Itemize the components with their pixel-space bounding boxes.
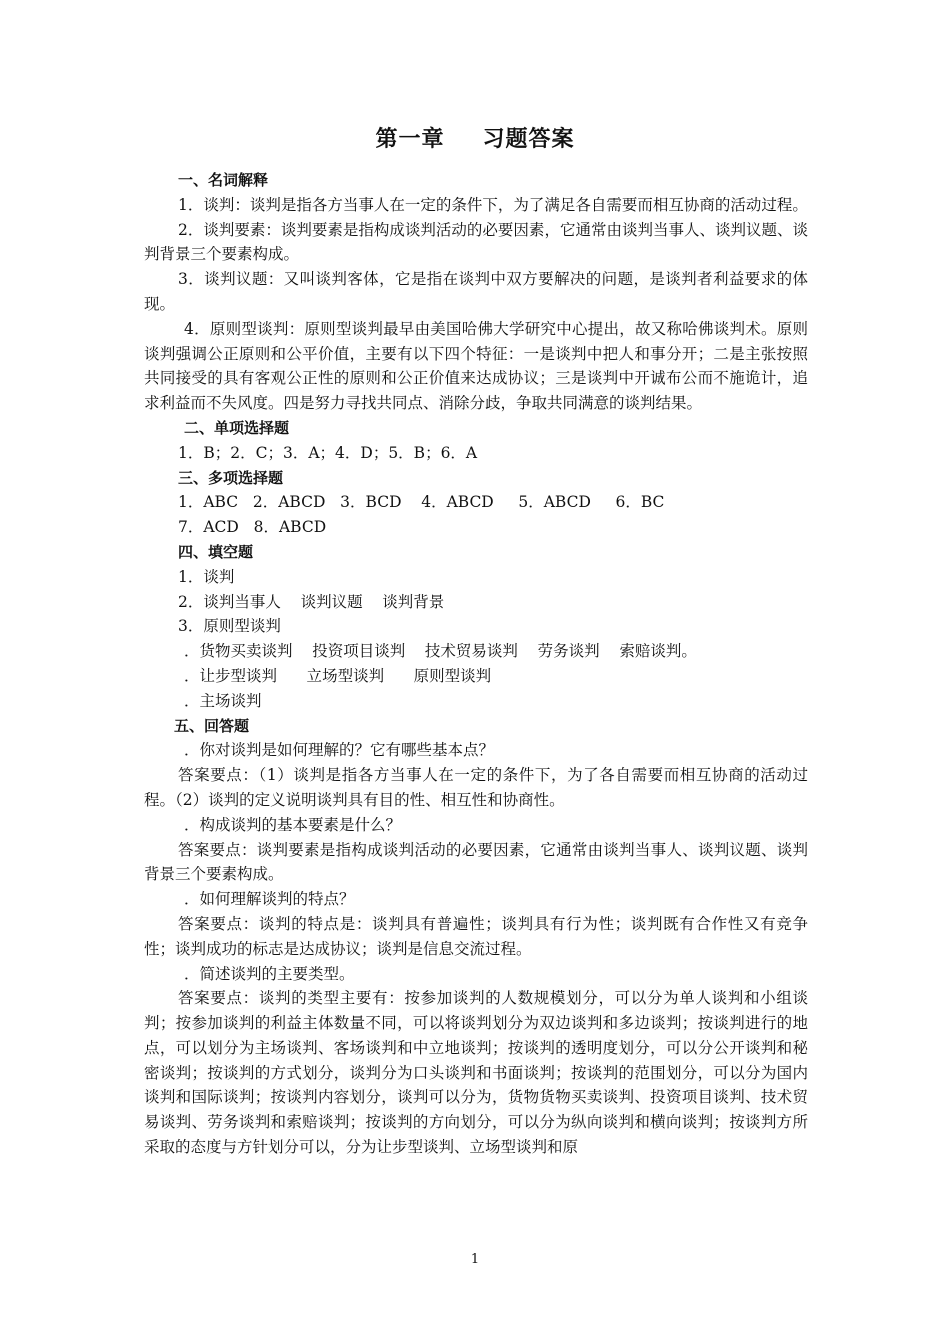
definition-item: 2．谈判要素：谈判要素是指构成谈判活动的必要因素，它通常由谈判当事人、谈判议题、谈判背景三个要素构成。 [144,220,808,264]
fill-blank-answer: 1．谈判 [178,567,235,586]
title-chapter: 第一章 [375,127,445,152]
section-heading-multiple-choice: 三、多项选择题 [178,468,284,487]
page-title [0,122,950,153]
multiple-choice-answers-line: 7．ACD 8．ABCD [178,518,327,537]
question-text: ．如何理解谈判的特点？ [184,890,355,909]
fill-blank-answer: ．货物买卖谈判 投资项目谈判 技术贸易谈判 劳务谈判 索赔谈判。 [184,642,697,661]
answer-text: 答案要点：（1）谈判是指各方当事人在一定的条件下，为了各自需要而相互协商的活动过程。（2）谈判的定义说明谈判具有目的性、相互性和协商性。 [144,766,808,809]
definition-item: 3．谈判议题：又叫谈判客体，它是指在谈判中双方要解决的问题，是谈判者利益要求的体现。 [144,270,808,313]
section-heading-single-choice: 二、单项选择题 [184,418,290,437]
question-text: ．你对谈判是如何理解的？它有哪些基本点？ [184,741,495,760]
document-body [144,168,808,1160]
answer-text: 答案要点：谈判的类型主要有：按参加谈判的人数规模划分，可以分为单人谈判和小组谈判；按参加谈判的利益主体数量不同，可以将谈判划分为双边谈判和多边谈判；按谈判进行的地点，可以划分为主场谈判、客场谈判和中立地谈判；按谈判的透明度划分，可以分公开谈判和秘密谈判；按谈判的方式划分，谈判分为口头谈判和书面谈判；按谈判的范围划分，可以分为国内谈判和国际谈判；按谈判内容划分，谈判可以分为，货物货物买卖谈判、投资项目谈判、技术贸易谈判、劳务谈判和索赔谈判；按谈判的方向划分，可以分为纵向谈判和横向谈判；按谈判方所采取的态度与方针划分可以，分为让步型谈判、立场型谈判和原 [144,989,808,1157]
question-text: ．简述谈判的主要类型。 [184,964,355,983]
section-heading-questions: 五、回答题 [174,716,250,735]
answer-text: 答案要点：谈判的特点是：谈判具有普遍性；谈判具有行为性；谈判既有合作性又有竞争性；谈判成功的标志是达成协议；谈判是信息交流过程。 [144,914,808,958]
fill-blank-answer: 2．谈判当事人 谈判议题 谈判背景 [178,592,445,611]
fill-blank-answer: 3．原则型谈判 [178,617,281,636]
fill-blank-answer: ．主场谈判 [184,691,262,710]
definition-item: 1．谈判：谈判是指各方当事人在一定的条件下，为了满足各自需要而相互协商的活动过程。 [178,195,808,214]
page-number: 1 [470,1252,480,1267]
question-text: ．构成谈判的基本要素是什么？ [184,815,402,834]
title-subject: 习题答案 [482,127,575,152]
single-choice-answers: 1．B；2．C；3．A；4．D；5．B；6．A [178,443,478,462]
multiple-choice-answers-line: 1．ABC 2．ABCD 3．BCD 4．ABCD 5．ABCD 6．BC [178,493,665,512]
section-heading-fill-blank: 四、填空题 [178,542,254,561]
fill-blank-answer: ．让步型谈判 立场型谈判 原则型谈判 [184,666,492,685]
definition-item: 4．原则型谈判：原则型谈判最早由美国哈佛大学研究中心提出，故又称哈佛谈判术。原则谈判强调公正原则和公平价值，主要有以下四个特征：一是谈判中把人和事分开；二是主张按照共同接受的具有客观公正性的原则和公正价值来达成协议；三是谈判中开诚布公而不施诡计，追求利益而不失风度。四是努力寻找共同点、消除分歧，争取共同满意的谈判结果。 [144,319,808,413]
answer-text: 答案要点：谈判要素是指构成谈判活动的必要因素，它通常由谈判当事人、谈判议题、谈判背景三个要素构成。 [144,840,808,884]
section-heading-definitions: 一、名词解释 [178,171,269,189]
